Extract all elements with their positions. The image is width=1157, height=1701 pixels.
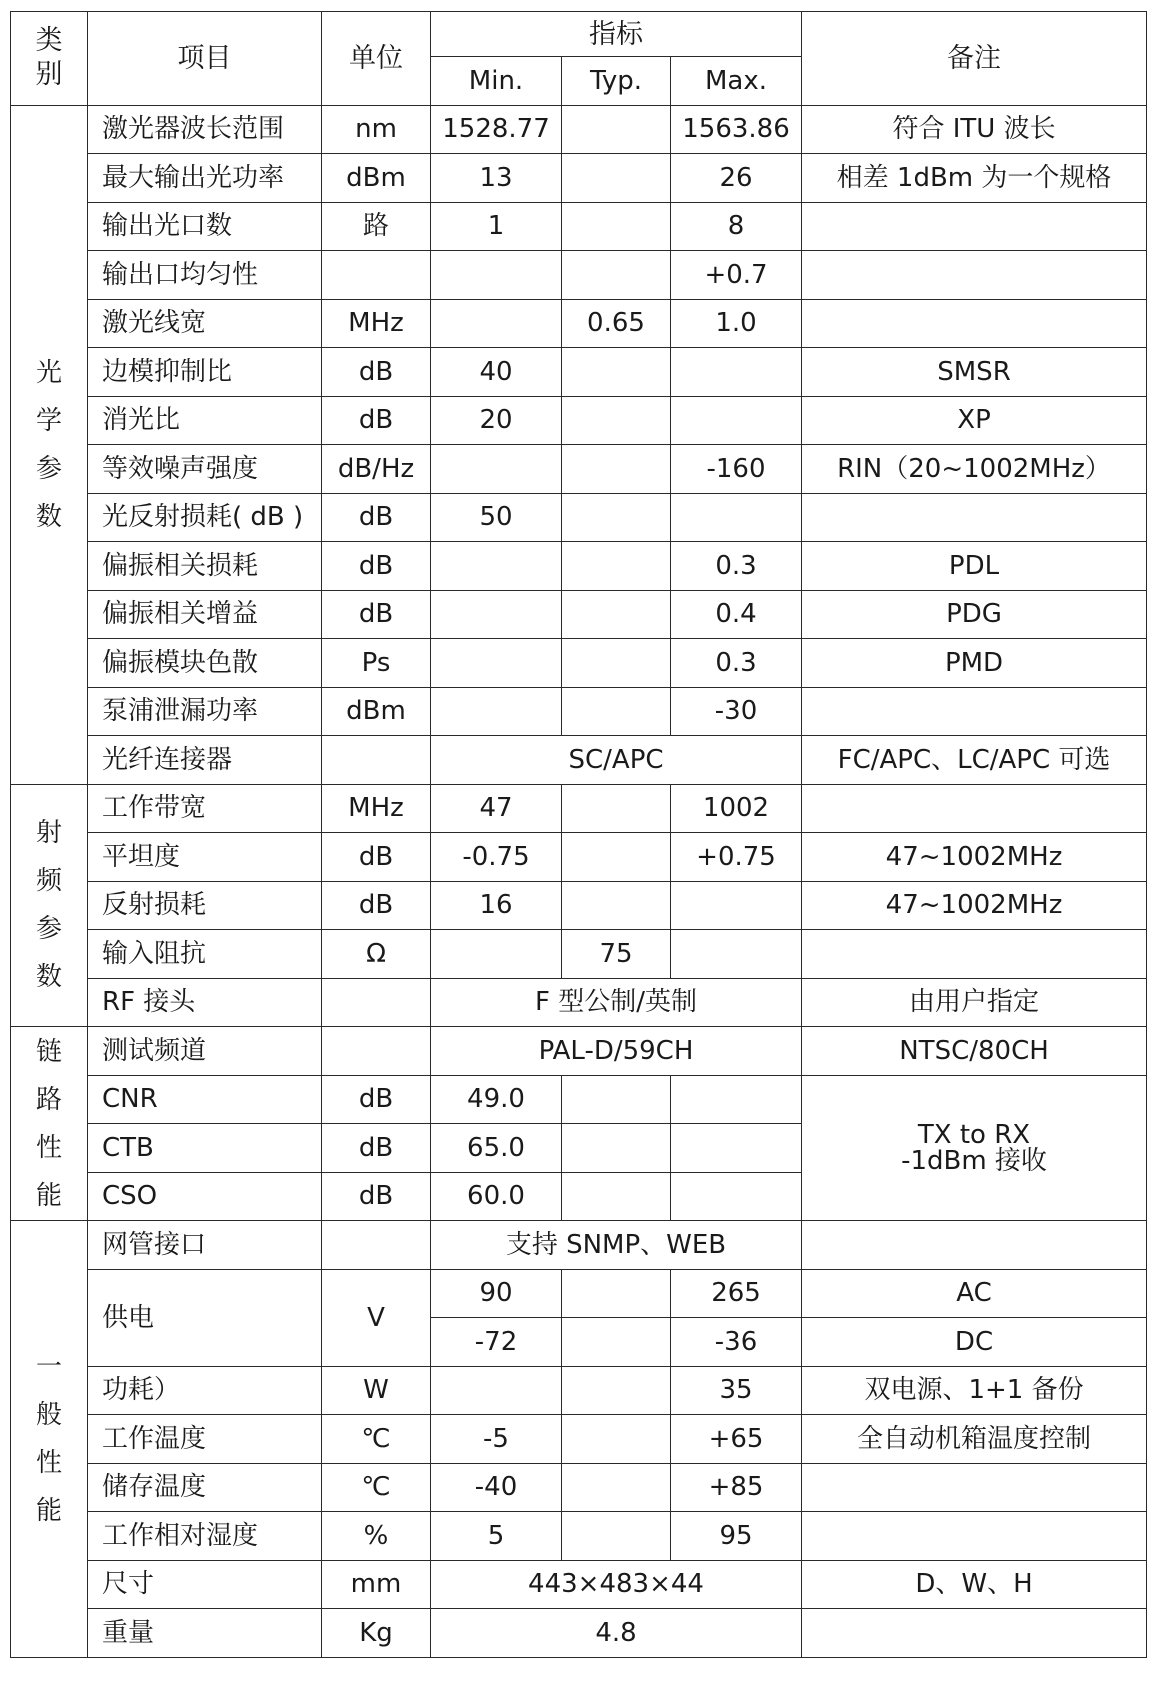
link-note-cell [802, 1075, 1147, 1221]
item-cell: 尺寸 [88, 1560, 322, 1609]
min-cell [431, 542, 562, 591]
min-cell: -5 [431, 1415, 562, 1464]
typ-cell [562, 105, 671, 154]
max-cell: -160 [671, 445, 802, 494]
typ-cell [562, 1415, 671, 1464]
typ-cell [562, 493, 671, 542]
unit-cell: dBm [322, 154, 431, 203]
typ-cell [562, 251, 671, 300]
unit-cell: Ω [322, 930, 431, 979]
table-row [11, 1609, 1147, 1658]
table-row [11, 1221, 1147, 1270]
max-cell [671, 930, 802, 979]
table-row [11, 348, 1147, 397]
header-unit: 单位 [322, 12, 431, 106]
unit-cell: dB/Hz [322, 445, 431, 494]
max-cell: 8 [671, 202, 802, 251]
max-cell [671, 348, 802, 397]
unit-cell: ℃ [322, 1463, 431, 1512]
min-cell: 47 [431, 784, 562, 833]
note-cell: D、W、H [802, 1560, 1147, 1609]
item-cell: 消光比 [88, 396, 322, 445]
category-char: 能 [35, 1495, 62, 1526]
category-char: 数 [35, 962, 62, 993]
header-row [11, 12, 1147, 57]
note-cell: 全自动机箱温度控制 [802, 1415, 1147, 1464]
item-cell: 泵浦泄漏功率 [88, 687, 322, 736]
category-optical [11, 105, 88, 784]
item-cell: 工作相对湿度 [88, 1512, 322, 1561]
note-cell: FC/APC、LC/APC 可选 [802, 736, 1147, 785]
link-note-line: -1dBm 接收 [901, 1145, 1047, 1176]
item-cell: CSO [88, 1172, 322, 1221]
min-cell [431, 251, 562, 300]
min-cell [431, 687, 562, 736]
item-cell: 输出光口数 [88, 202, 322, 251]
table-row [11, 687, 1147, 736]
item-cell: 激光线宽 [88, 299, 322, 348]
table-row [11, 154, 1147, 203]
header-min: Min. [431, 57, 562, 106]
table-row [11, 299, 1147, 348]
unit-cell: dB [322, 396, 431, 445]
item-cell: 偏振相关增益 [88, 590, 322, 639]
category-char: 链 [35, 1036, 62, 1067]
min-cell: 90 [431, 1269, 562, 1318]
min-cell [431, 590, 562, 639]
unit-cell: dB [322, 833, 431, 882]
table-row [11, 1415, 1147, 1464]
min-cell [431, 445, 562, 494]
item-cell: 网管接口 [88, 1221, 322, 1270]
min-cell: 1 [431, 202, 562, 251]
unit-cell: % [322, 1512, 431, 1561]
unit-cell [322, 1221, 431, 1270]
typ-cell [562, 154, 671, 203]
typ-cell [562, 542, 671, 591]
spec-merged-cell: 4.8 [431, 1609, 802, 1658]
item-cell: 测试频道 [88, 1027, 322, 1076]
note-cell: NTSC/80CH [802, 1027, 1147, 1076]
item-cell: 储存温度 [88, 1463, 322, 1512]
category-char: 学 [35, 405, 62, 436]
note-cell [802, 251, 1147, 300]
max-cell: 265 [671, 1269, 802, 1318]
link-note-line: TX to RX [917, 1119, 1031, 1150]
category-char: 路 [35, 1084, 62, 1115]
spec-merged-cell: PAL-D/59CH [431, 1027, 802, 1076]
category-char: 射 [35, 818, 62, 849]
max-cell: +0.7 [671, 251, 802, 300]
typ-cell [562, 1512, 671, 1561]
item-cell: 反射损耗 [88, 881, 322, 930]
min-cell: -40 [431, 1463, 562, 1512]
category-char: 一 [35, 1351, 62, 1382]
table-row [11, 251, 1147, 300]
typ-cell [562, 445, 671, 494]
typ-cell [562, 1172, 671, 1221]
note-cell: SMSR [802, 348, 1147, 397]
item-cell: 平坦度 [88, 833, 322, 882]
table-row [11, 1366, 1147, 1415]
table-row [11, 833, 1147, 882]
typ-cell [562, 1463, 671, 1512]
category-link [11, 1027, 88, 1221]
item-cell: 光纤连接器 [88, 736, 322, 785]
item-cell: 光反射损耗( dB ) [88, 493, 322, 542]
item-cell: 工作温度 [88, 1415, 322, 1464]
table-row [11, 978, 1147, 1027]
typ-cell [562, 348, 671, 397]
typ-cell [562, 1124, 671, 1173]
category-char: 性 [35, 1447, 62, 1478]
max-cell: +0.75 [671, 833, 802, 882]
unit-cell: dB [322, 1075, 431, 1124]
unit-cell: Kg [322, 1609, 431, 1658]
note-cell: 47~1002MHz [802, 833, 1147, 882]
note-cell [802, 1512, 1147, 1561]
note-cell [802, 1463, 1147, 1512]
unit-cell: dB [322, 590, 431, 639]
note-cell: XP [802, 396, 1147, 445]
max-cell: 95 [671, 1512, 802, 1561]
unit-cell: V [322, 1269, 431, 1366]
max-cell [671, 396, 802, 445]
unit-cell: Ps [322, 639, 431, 688]
note-cell [802, 299, 1147, 348]
unit-cell: dB [322, 542, 431, 591]
category-rf [11, 784, 88, 1027]
spec-merged-cell: 支持 SNMP、WEB [431, 1221, 802, 1270]
header-typ: Typ. [562, 57, 671, 106]
table-row [11, 542, 1147, 591]
item-cell: 边模抑制比 [88, 348, 322, 397]
typ-cell [562, 1366, 671, 1415]
min-cell: -0.75 [431, 833, 562, 882]
header-note: 备注 [802, 12, 1147, 106]
unit-cell: mm [322, 1560, 431, 1609]
table-row [11, 1560, 1147, 1609]
typ-cell [562, 1318, 671, 1367]
table-row [11, 396, 1147, 445]
table-row [11, 202, 1147, 251]
typ-cell [562, 1075, 671, 1124]
note-cell: 由用户指定 [802, 978, 1147, 1027]
max-cell [671, 493, 802, 542]
unit-cell: 路 [322, 202, 431, 251]
table-row [11, 1269, 1147, 1318]
item-cell: 供电 [88, 1269, 322, 1366]
unit-cell: W [322, 1366, 431, 1415]
typ-cell [562, 1269, 671, 1318]
max-cell: 0.3 [671, 542, 802, 591]
note-cell: AC [802, 1269, 1147, 1318]
spec-merged-cell: SC/APC [431, 736, 802, 785]
table-row [11, 736, 1147, 785]
category-general [11, 1221, 88, 1658]
min-cell: 5 [431, 1512, 562, 1561]
spec-merged-cell: F 型公制/英制 [431, 978, 802, 1027]
category-char: 频 [35, 866, 62, 897]
unit-cell [322, 251, 431, 300]
unit-cell: dB [322, 493, 431, 542]
note-cell: 双电源、1+1 备份 [802, 1366, 1147, 1415]
category-char: 能 [35, 1180, 62, 1211]
typ-cell [562, 833, 671, 882]
item-cell: 输入阻抗 [88, 930, 322, 979]
typ-cell [562, 784, 671, 833]
table-row [11, 105, 1147, 154]
category-char: 数 [35, 501, 62, 532]
min-cell: 49.0 [431, 1075, 562, 1124]
max-cell [671, 1172, 802, 1221]
min-cell: 60.0 [431, 1172, 562, 1221]
max-cell: 1002 [671, 784, 802, 833]
max-cell [671, 881, 802, 930]
unit-cell: dBm [322, 687, 431, 736]
category-char: 般 [35, 1399, 62, 1430]
table-row [11, 1512, 1147, 1561]
category-char: 参 [35, 914, 62, 945]
max-cell: 1563.86 [671, 105, 802, 154]
note-cell [802, 930, 1147, 979]
item-cell: RF 接头 [88, 978, 322, 1027]
table-row [11, 881, 1147, 930]
note-cell [802, 784, 1147, 833]
note-cell [802, 1609, 1147, 1658]
unit-cell: nm [322, 105, 431, 154]
max-cell: -30 [671, 687, 802, 736]
header-category: 类别 [11, 12, 88, 106]
item-cell: 最大输出光功率 [88, 154, 322, 203]
min-cell: 65.0 [431, 1124, 562, 1173]
header-spec: 指标 [431, 12, 802, 57]
typ-cell [562, 881, 671, 930]
max-cell [671, 1124, 802, 1173]
typ-cell [562, 396, 671, 445]
typ-cell [562, 202, 671, 251]
item-cell: 偏振模块色散 [88, 639, 322, 688]
min-cell [431, 1366, 562, 1415]
category-char: 参 [35, 453, 62, 484]
min-cell [431, 930, 562, 979]
max-cell: +85 [671, 1463, 802, 1512]
item-cell: CTB [88, 1124, 322, 1173]
note-cell: PDG [802, 590, 1147, 639]
table-row [11, 1027, 1147, 1076]
max-cell: 1.0 [671, 299, 802, 348]
note-cell: RIN（20~1002MHz） [802, 445, 1147, 494]
item-cell: 功耗） [88, 1366, 322, 1415]
unit-cell: dB [322, 348, 431, 397]
table-row [11, 1463, 1147, 1512]
note-cell: PMD [802, 639, 1147, 688]
note-cell: 相差 1dBm 为一个规格 [802, 154, 1147, 203]
max-cell: +65 [671, 1415, 802, 1464]
table-row [11, 493, 1147, 542]
typ-cell [562, 639, 671, 688]
item-cell: 输出口均匀性 [88, 251, 322, 300]
category-char: 光 [35, 357, 62, 388]
max-cell: 26 [671, 154, 802, 203]
min-cell [431, 299, 562, 348]
item-cell: 偏振相关损耗 [88, 542, 322, 591]
item-cell: 工作带宽 [88, 784, 322, 833]
unit-cell [322, 1027, 431, 1076]
note-cell [802, 202, 1147, 251]
header-max: Max. [671, 57, 802, 106]
unit-cell: MHz [322, 784, 431, 833]
typ-cell [562, 687, 671, 736]
table-row [11, 639, 1147, 688]
max-cell: -36 [671, 1318, 802, 1367]
max-cell [671, 1075, 802, 1124]
item-cell: 等效噪声强度 [88, 445, 322, 494]
item-cell: CNR [88, 1075, 322, 1124]
min-cell: 20 [431, 396, 562, 445]
unit-cell: dB [322, 1124, 431, 1173]
min-cell: 1528.77 [431, 105, 562, 154]
table-row [11, 930, 1147, 979]
header-item: 项目 [88, 12, 322, 106]
min-cell: 50 [431, 493, 562, 542]
table-row [11, 590, 1147, 639]
unit-cell: dB [322, 881, 431, 930]
min-cell [431, 639, 562, 688]
typ-cell [562, 590, 671, 639]
min-cell: 16 [431, 881, 562, 930]
note-cell: DC [802, 1318, 1147, 1367]
table-row [11, 784, 1147, 833]
note-cell: 符合 ITU 波长 [802, 105, 1147, 154]
table-row [11, 445, 1147, 494]
max-cell: 35 [671, 1366, 802, 1415]
spec-merged-cell: 443×483×44 [431, 1560, 802, 1609]
max-cell: 0.3 [671, 639, 802, 688]
unit-cell [322, 736, 431, 785]
unit-cell: dB [322, 1172, 431, 1221]
unit-cell: ℃ [322, 1415, 431, 1464]
note-cell [802, 687, 1147, 736]
table-row [11, 1075, 1147, 1124]
min-cell: -72 [431, 1318, 562, 1367]
unit-cell [322, 978, 431, 1027]
item-cell: 重量 [88, 1609, 322, 1658]
note-cell [802, 493, 1147, 542]
typ-cell: 0.65 [562, 299, 671, 348]
min-cell: 13 [431, 154, 562, 203]
unit-cell: MHz [322, 299, 431, 348]
note-cell [802, 1221, 1147, 1270]
note-cell: PDL [802, 542, 1147, 591]
category-char: 性 [35, 1132, 62, 1163]
min-cell: 40 [431, 348, 562, 397]
max-cell: 0.4 [671, 590, 802, 639]
spec-table [10, 11, 1147, 1658]
typ-cell: 75 [562, 930, 671, 979]
note-cell: 47~1002MHz [802, 881, 1147, 930]
item-cell: 激光器波长范围 [88, 105, 322, 154]
